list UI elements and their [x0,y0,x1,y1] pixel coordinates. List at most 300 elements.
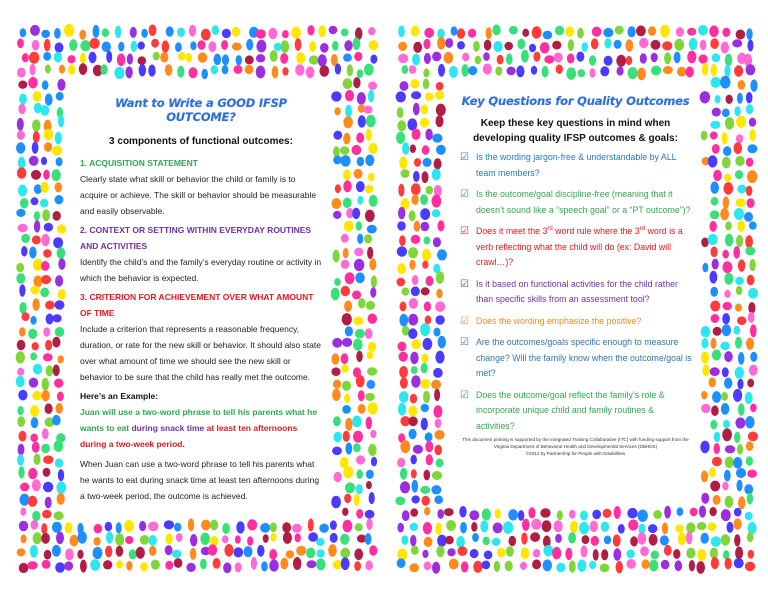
decorative-dot [509,26,518,35]
decorative-dot [662,41,672,50]
decorative-dot [627,508,637,519]
decorative-dot [567,53,575,63]
decorative-dot [20,28,27,37]
decorative-dot [734,518,742,529]
decorative-dot [422,261,428,269]
question-text: Is it based on functional activities for the child rather than specific skills from an assessment tool? [476,278,678,304]
decorative-dot [749,365,758,376]
decorative-dot [747,170,757,183]
decorative-dot [139,64,146,77]
decorative-dot [356,181,365,192]
question-item [458,388,693,435]
question-item [458,277,693,308]
decorative-dot [17,68,26,78]
decorative-dot [554,520,563,532]
decorative-dot [124,520,134,532]
decorative-dot [214,54,222,66]
decorative-dot [17,406,23,415]
decorative-dot [126,561,132,571]
decorative-dot [282,30,289,38]
decorative-dot [43,52,51,61]
decorative-dot [174,523,181,532]
decorative-dot [542,520,552,532]
decorative-dot [356,484,363,494]
decorative-dot [521,50,529,63]
decorative-dot [724,174,731,182]
decorative-dot [425,432,433,441]
decorative-dot [93,25,100,38]
question-text: Is the outcome/goal discipline-free (meaning that it doesn’t sound like a “speech goal” or a “PT outcome”)? [476,189,691,215]
decorative-dot [281,40,290,53]
decorative-dot [333,156,342,165]
closing-text: When Juan can use a two-word phrase to tell his parents what he wants to eat during snack time at least ten afternoons during a two-week period, the outcome is achieved. [80,459,320,501]
decorative-dot [19,284,25,297]
decorative-dot [114,67,124,79]
decorative-dot [506,546,514,557]
decorative-dot [222,65,229,74]
decorative-dot [345,418,352,431]
decorative-dot [735,367,744,379]
decorative-dot [334,278,341,286]
decorative-dot [710,271,718,284]
decorative-dot [140,562,148,571]
decorative-dot [711,557,719,569]
decorative-dot [411,455,417,465]
decorative-dot [576,52,584,62]
decorative-dot [260,523,270,533]
decorative-dot [674,52,681,64]
decorative-dot [316,558,326,570]
decorative-dot [55,132,62,145]
decorative-dot [345,90,354,101]
decorative-dot [291,27,301,39]
decorative-dot [309,55,319,64]
section-2-text: Identify the child’s and the family’s everyday routine or activity in which the behavior is expected. [80,257,322,283]
decorative-dot [222,523,230,534]
decorative-dot [397,558,406,568]
decorative-dot [189,25,196,37]
decorative-dot [316,538,325,546]
decorative-dot [421,404,429,412]
decorative-dot [626,549,634,558]
decorative-dot [367,367,377,375]
decorative-dot [344,40,352,51]
decorative-dot [648,524,657,533]
decorative-dot [256,29,266,38]
decorative-dot [603,28,613,37]
decorative-dot [425,129,432,141]
decorative-dot [426,454,433,465]
decorative-dot [748,302,755,314]
decorative-dot [103,560,112,569]
decorative-dot [747,379,754,388]
decorative-dot [411,26,420,37]
decorative-dot [18,444,25,456]
checkbox-icon: ☑ [460,337,469,348]
decorative-dot [711,314,720,323]
decorative-dot [356,455,365,464]
decorative-dot [437,37,445,50]
decorative-dot [116,522,122,533]
decorative-dot [601,549,608,560]
decorative-dot [20,494,30,506]
decorative-dot [410,79,419,88]
decorative-dot [542,66,549,77]
decorative-dot [421,287,430,295]
decorative-dot [411,366,418,374]
decorative-dot [591,38,599,49]
decorative-dot [508,509,518,520]
decorative-dot [293,557,302,570]
decorative-dot [581,546,588,558]
decorative-dot [149,535,157,546]
decorative-dot [732,39,742,47]
decorative-dot [735,156,744,166]
decorative-dot [497,55,504,65]
decorative-dot [368,342,376,352]
decorative-dot [399,157,407,170]
decorative-dot [411,235,421,244]
decorative-dot [56,532,64,545]
decorative-dot [702,63,709,76]
decorative-dot [153,52,160,61]
decorative-dot [401,288,409,296]
decorative-dot [723,182,733,195]
decorative-dot [420,194,428,205]
decorative-dot [269,560,279,572]
decorative-dot [397,278,406,287]
decorative-dot [245,65,254,75]
decorative-dot [543,559,552,571]
decorative-dot [614,40,622,49]
decorative-dot [720,76,730,89]
decorative-dot [700,40,707,51]
decorative-dot [733,457,742,469]
question-text [476,226,683,267]
decorative-dot [52,145,62,155]
decorative-dot [651,66,661,76]
decorative-dot [52,415,61,426]
decorative-dot [398,26,405,38]
decorative-dot [745,392,753,404]
decorative-dot [210,520,218,531]
decorative-dot [354,561,361,571]
decorative-dot [342,405,351,414]
decorative-dot [420,105,428,115]
decorative-dot [32,511,40,521]
decorative-dot [423,522,432,534]
decorative-dot [420,323,430,336]
decorative-dot [17,368,24,376]
decorative-dot [149,546,156,556]
decorative-dot [483,64,492,75]
decorative-dot [456,536,465,548]
decorative-dot [397,221,406,230]
decorative-dot [201,29,211,41]
decorative-dot [737,316,746,325]
decorative-dot [503,521,513,534]
decorative-dot [626,56,632,65]
decorative-dot [516,66,524,78]
decorative-dot [274,43,282,51]
decorative-dot [492,538,501,546]
decorative-dot [748,312,755,323]
decorative-dot [734,106,740,116]
decorative-dot [589,55,596,65]
decorative-dot [714,432,721,443]
decorative-dot [701,326,711,337]
decorative-dot [744,212,753,222]
decorative-dot [725,234,733,247]
decorative-dot [615,26,624,35]
decorative-dot [342,313,352,325]
decorative-dot [329,26,338,34]
decorative-dot [17,340,26,351]
decorative-dot [748,40,754,52]
decorative-dot [677,67,686,77]
decorative-dot [748,550,755,559]
decorative-dot [746,64,756,75]
decorative-dot [42,428,49,439]
decorative-dot [701,533,709,544]
decorative-dot [436,289,442,298]
decorative-dot [436,271,444,284]
decorative-dot [722,132,728,144]
decorative-dot [80,40,90,51]
decorative-dot [700,441,709,454]
decorative-dot [19,563,29,573]
decorative-dot [398,342,407,352]
decorative-dot [553,53,562,63]
decorative-dot [118,42,124,52]
decorative-dot [280,558,288,570]
decorative-dot [52,337,60,348]
decorative-dot [40,199,48,208]
decorative-dot [424,537,433,547]
decorative-dot [34,454,41,465]
decorative-dot [640,546,649,556]
decorative-dot [432,169,441,181]
decorative-dot [710,221,717,232]
decorative-dot [357,69,363,78]
decorative-dot [734,326,741,335]
decorative-dot [421,354,428,364]
decorative-dot [31,520,39,530]
decorative-dot [434,495,443,504]
decorative-dot [543,545,553,556]
checkbox-icon: ☑ [460,152,469,163]
decorative-dot [582,42,589,52]
decorative-dot [735,417,745,428]
decorative-dot [148,65,155,77]
decorative-dot [724,378,732,389]
decorative-dot [697,549,706,561]
decorative-dot [711,246,718,257]
decorative-dot [125,66,132,78]
decorative-dot [712,53,721,62]
decorative-dot [343,133,350,145]
decorative-dot [105,522,113,532]
decorative-dot [736,235,743,247]
decorative-dot [722,367,729,377]
decorative-dot [577,559,586,572]
decorative-dot [102,42,111,53]
decorative-dot [364,64,374,76]
decorative-dot [174,558,183,568]
decorative-dot [270,522,277,532]
decorative-dot [16,209,25,217]
decorative-dot [543,31,553,40]
decorative-dot [341,286,350,297]
decorative-dot [435,91,444,100]
decorative-dot [397,523,404,533]
decorative-dot [33,532,42,544]
decorative-dot [34,211,40,221]
decorative-dot [735,547,743,560]
decorative-dot [713,327,722,336]
decorative-dot [41,533,50,544]
decorative-dot [365,328,373,339]
decorative-dot [747,275,755,286]
decorative-dot [697,522,707,530]
decorative-dot [368,314,378,324]
decorative-dot [90,559,100,571]
decorative-dot [401,535,408,545]
decorative-dot [369,492,375,504]
decorative-dot [678,532,686,545]
decorative-dot [295,38,302,51]
decorative-dot [272,66,279,79]
decorative-dot [522,29,529,37]
decorative-dot [701,352,709,364]
decorative-dot [423,68,429,77]
decorative-dot [52,545,61,557]
decorative-dot [750,324,757,337]
decorative-dot [368,444,377,456]
decorative-dot [165,545,173,555]
decorative-dot [687,51,696,64]
decorative-dot [190,534,197,546]
decorative-dot [722,28,730,37]
decorative-dot [686,548,695,559]
decorative-dot [31,170,41,180]
decorative-dot [420,118,429,128]
decorative-dot [33,364,42,375]
decorative-dot [32,442,40,453]
section-1-text: Clearly state what skill or behavior the child or family is to acquire or achieve. The skill or behavior should be measurable and easily observable. [80,174,317,216]
decorative-dot [57,392,64,402]
decorative-dot [365,533,372,545]
decorative-dot [367,247,373,259]
decorative-dot [435,301,445,312]
decorative-dot [353,77,360,88]
decorative-dot [722,313,730,324]
decorative-dot [727,522,734,533]
decorative-dot [251,557,257,570]
decorative-dot [568,532,576,543]
decorative-dot [32,479,41,491]
decorative-dot [366,129,372,141]
decorative-dot [364,234,372,243]
decorative-dot [165,534,173,545]
decorative-dot [46,314,54,325]
decorative-dot [43,170,50,180]
decorative-dot [176,533,183,542]
decorative-dot [357,234,363,244]
decorative-dot [130,27,137,38]
decorative-dot [397,246,407,256]
decorative-dot [737,220,745,232]
decorative-dot [590,521,598,532]
decorative-dot [568,39,574,51]
decorative-dot [604,56,613,66]
decorative-dot [569,510,576,519]
decorative-dot [353,443,361,452]
decorative-dot [725,496,734,508]
decorative-dot [353,37,361,50]
decorative-dot [721,509,731,521]
section-2-heading: 2. CONTEXT OR SETTING WITHIN EVERYDAY ROUTINES AND ACTIVITIES [80,225,312,251]
decorative-dot [366,481,372,489]
decorative-dot [399,352,408,362]
decorative-dot [711,405,719,416]
decorative-dot [579,522,589,534]
question-text-part: word is a verb reflecting what the child will do (ex: David will crawl…)? [476,226,683,267]
decorative-dot [358,115,366,127]
decorative-dot [371,276,377,289]
decorative-dot [735,304,742,312]
decorative-dot [334,432,342,443]
decorative-dot [186,53,192,63]
decorative-dot [639,38,648,48]
decorative-dot [18,104,25,115]
decorative-dot [408,314,418,326]
decorative-dot [332,353,340,365]
decorative-dot [368,173,375,182]
decorative-dot [43,327,50,336]
decorative-dot [723,146,731,156]
decorative-dot [32,391,42,400]
decorative-dot [411,339,420,349]
decorative-dot [710,287,718,297]
decorative-dot [421,379,431,389]
decorative-dot [470,549,479,558]
decorative-dot [653,510,662,519]
decorative-dot [45,403,53,414]
decorative-dot [420,208,430,220]
left-panel [73,84,328,514]
decorative-dot [734,142,743,154]
decorative-dot [710,367,720,376]
decorative-dot [307,25,314,35]
section-1-heading: 1. ACQUISITION STATEMENT [80,158,198,168]
decorative-dot [710,38,719,49]
decorative-dot [544,55,554,63]
decorative-dot [424,561,432,570]
decorative-dot [566,67,576,80]
decorative-dot [139,521,146,531]
decorative-dot [432,562,440,574]
decorative-dot [400,440,410,453]
decorative-dot [367,225,377,234]
decorative-dot [344,494,351,504]
decorative-dot [462,64,469,77]
decorative-dot [468,29,476,38]
decorative-dot [19,327,26,336]
decorative-dot [628,67,638,79]
decorative-dot [737,185,746,194]
decorative-dot [333,380,341,389]
